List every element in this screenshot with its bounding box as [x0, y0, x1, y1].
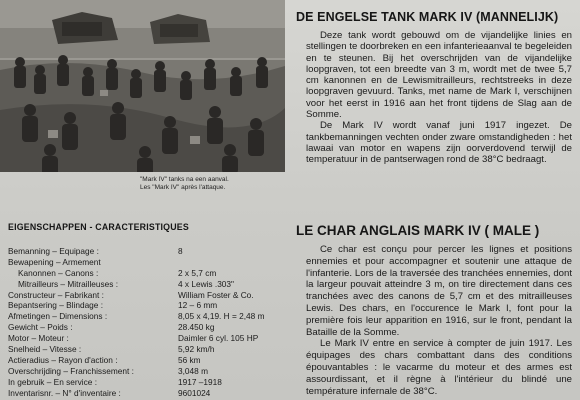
photo-caption — [140, 176, 290, 192]
spec-value: 3,048 m — [178, 365, 208, 376]
spec-row — [8, 268, 288, 279]
spec-value: Daimler 6 cyl. 105 HP — [178, 333, 259, 344]
french-paragraph-2: Le Mark IV entre en service à compter de juin 1917. Les équipages des chars combattant dans des conditions épouvantables : le vacarme du moteur et des armes est assourdissant, et il règne à l'intérieur du blindé une température infernale de 38°C. — [306, 338, 572, 397]
french-description — [306, 244, 572, 397]
spec-label: Gewicht – Poids : — [8, 322, 73, 333]
spec-value: 1917 –1918 — [178, 376, 222, 387]
spec-value: 56 km — [178, 354, 201, 365]
spec-row — [8, 257, 288, 268]
spec-row — [8, 322, 288, 333]
spec-label: Kanonnen – Canons : — [18, 267, 99, 278]
spec-label: Snelheid – Vitesse : — [8, 344, 82, 355]
dutch-title: DE ENGELSE TANK MARK IV (MANNELIJK) — [296, 10, 559, 24]
spec-label: Afmetingen – Dimensions : — [8, 311, 108, 322]
spec-value: 5,92 km/h — [178, 344, 215, 355]
spec-value: 9601024 — [178, 387, 211, 398]
spec-value: 8,05 x 4,19. H = 2,48 m — [178, 311, 265, 322]
spec-label: Overschrijding – Franchissement : — [8, 365, 134, 376]
spec-label: Inventarisnr. – N° d'inventaire : — [8, 387, 121, 398]
spec-label: Bewapening – Armement — [8, 256, 101, 267]
spec-value: 8 — [178, 246, 183, 256]
dutch-paragraph-1: Deze tank wordt gebouwd om de vijandelijke linies en stellingen te doorbreken en een infanterieaanval te begeleiden en te steunen. Bij het overschrijden van de vijandelijke loopgraven, tot een breedte van 3 m, wordt met de twee 5,7 cm kanonnen en de Lewismitrailleurs, rechtstreeks in deze loopgraven gevuurd. Tanks, met name de Mark I, verschijnen voor het eerst in 1916 aan het front tijdens de Slag aan de Somme. — [306, 30, 572, 121]
spec-row — [8, 377, 288, 388]
french-title: LE CHAR ANGLAIS MARK IV ( MALE ) — [296, 223, 540, 238]
dutch-paragraph-2: De Mark IV wordt vanaf juni 1917 ingezet. De tankbemanningen vechten onder zware omstandigheden : het lawaai van motor en wapens zijn oorverdovend terwijl de temperatuur in de pantserwagen rond de 38°C bedraagt. — [306, 120, 572, 166]
spec-value: William Foster & Co. — [178, 289, 254, 300]
spec-row — [8, 246, 288, 257]
spec-label: Mitrailleurs – Mitrailleuses : — [18, 278, 119, 289]
spec-value: 4 x Lewis .303" — [178, 278, 234, 289]
photo-caption-fr: Les "Mark IV" après l'attaque. — [140, 184, 226, 191]
spec-label: Motor – Moteur : — [8, 333, 69, 344]
spec-value: 12 – 6 mm — [178, 300, 218, 311]
spec-row — [8, 366, 288, 377]
spec-label: Constructeur – Fabrikant : — [8, 289, 104, 300]
spec-row — [8, 300, 288, 311]
french-paragraph-1: Ce char est conçu pour percer les lignes et positions ennemies et pour accompagner et soutenir une attaque de l'infanterie. Lors de la traversée des tranchées ennemies, dont la largeur pouvait atteindre 3 m, on tire directement dans ces tranchées avec des canons de 5,7 cm et des mitrailleuses Lewis. Des chars, en l'occurence le Mark I, font pour la première fois leur apparition en 1916, sur le front, pendant la Bataille de la Somme. — [306, 244, 572, 338]
specs-title: EIGENSCHAPPEN - CARACTERISTIQUES — [8, 222, 189, 232]
spec-row — [8, 279, 288, 290]
photo-caption-nl: "Mark IV" tanks na een aanval. — [140, 176, 229, 183]
spec-row — [8, 355, 288, 366]
spec-value: 2 x 5,7 cm — [178, 267, 217, 278]
specs-table — [8, 246, 288, 398]
spec-label: Bepantsering – Blindage : — [8, 300, 104, 311]
historic-photo — [0, 0, 285, 172]
spec-label: In gebruik – En service : — [8, 376, 98, 387]
spec-row — [8, 344, 288, 355]
spec-label: Bemanning – Equipage : — [8, 246, 99, 256]
spec-row — [8, 333, 288, 344]
spec-value: 28.450 kg — [178, 322, 215, 333]
dutch-description — [306, 30, 572, 166]
spec-label: Actieradius – Rayon d'action : — [8, 354, 118, 365]
spec-row — [8, 388, 288, 399]
spec-row — [8, 311, 288, 322]
spec-row — [8, 290, 288, 301]
